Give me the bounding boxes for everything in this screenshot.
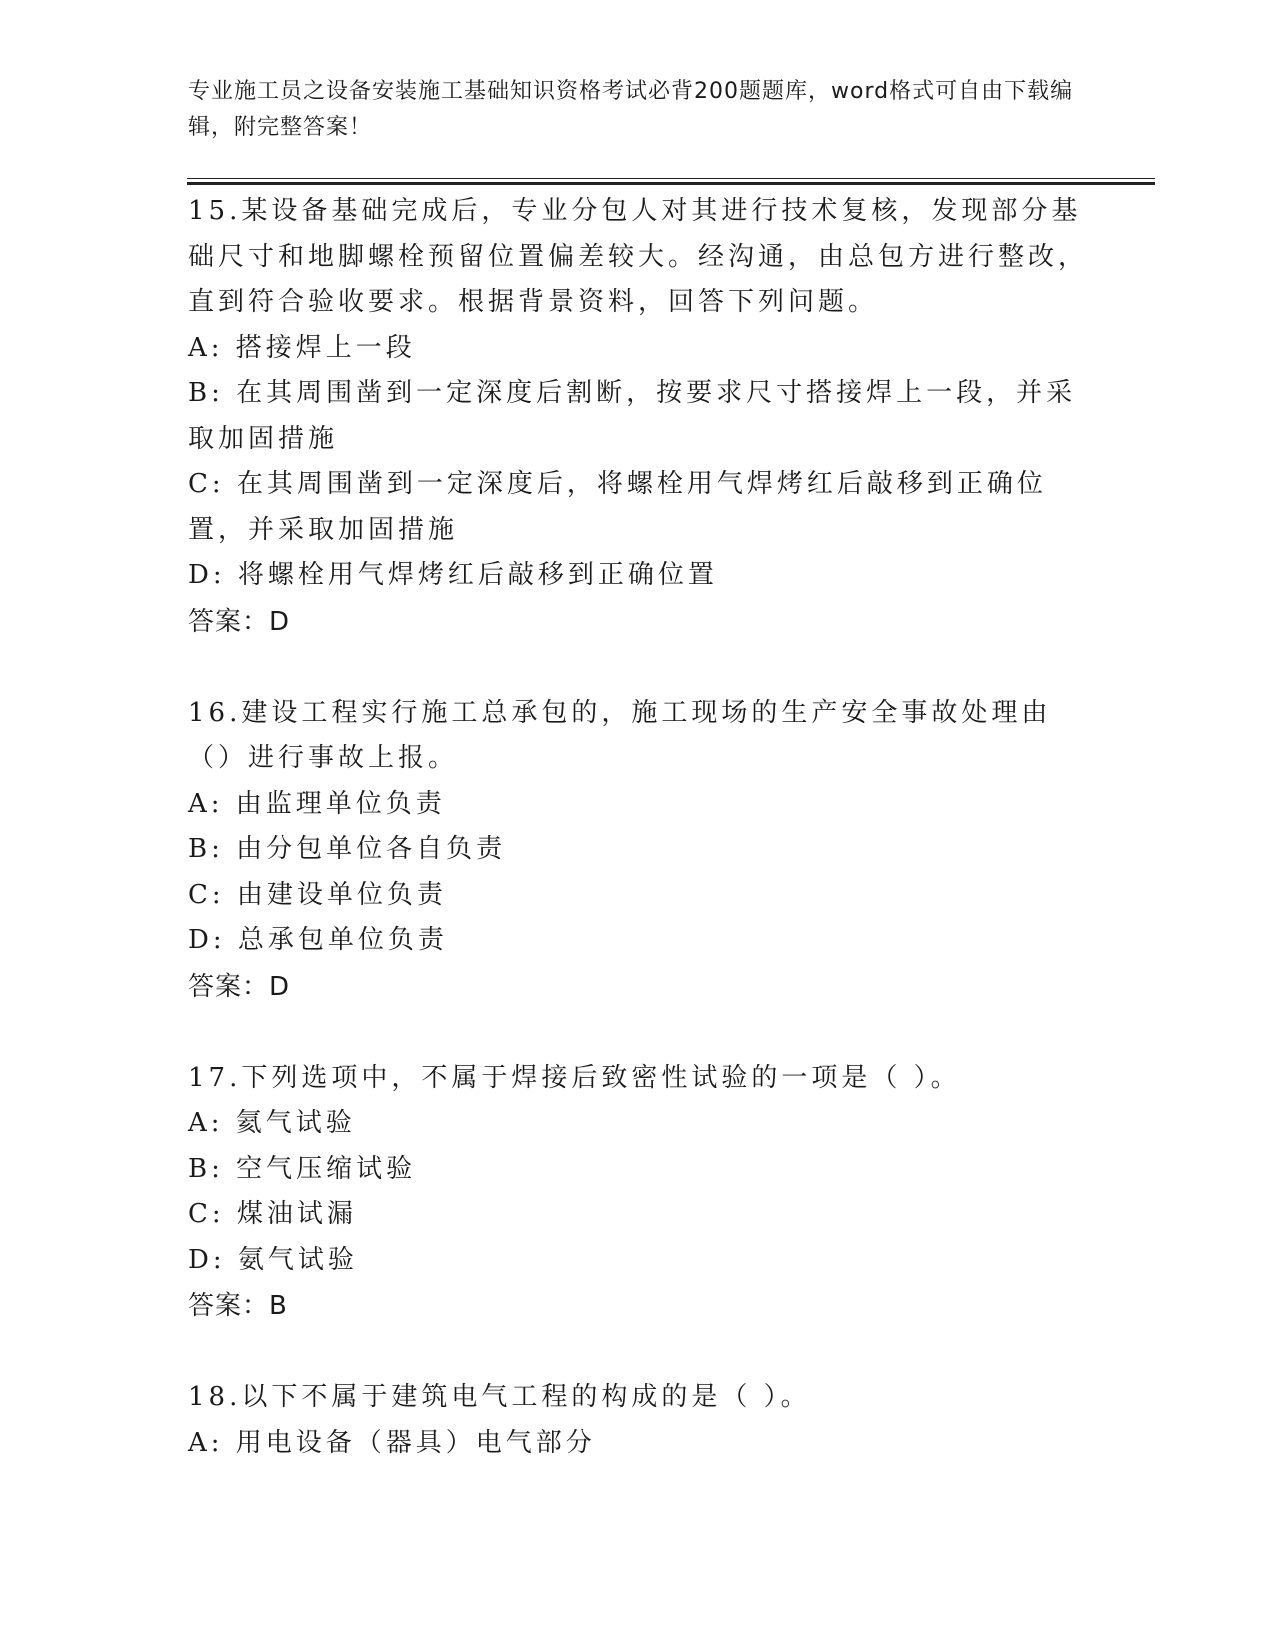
option-b: B: 在其周围凿到一定深度后割断，按要求尺寸搭接焊上一段，并采取加固措施 xyxy=(188,378,1077,454)
document-header: 专业施工员之设备安装施工基础知识资格考试必背200题题库，word格式可自由下载编辑，附完整答案！ xyxy=(188,79,1074,140)
answer: 答案：D xyxy=(188,606,291,637)
question-text: 17.下列选项中，不属于焊接后致密性试验的一项是（ ）。 xyxy=(188,1062,961,1093)
question-text: 16.建设工程实行施工总承包的，施工现场的生产安全事故处理由（）进行事故上报。 xyxy=(188,697,1052,773)
answer: 答案：B xyxy=(188,1291,288,1321)
question-list xyxy=(188,189,1088,1512)
option-d: D: 总承包单位负责 xyxy=(188,925,448,955)
question-text: 18.以下不属于建筑电气工程的构成的是（ ）。 xyxy=(188,1382,811,1412)
question-17 xyxy=(188,1056,1088,1330)
option-a: A: 搭接焊上一段 xyxy=(188,332,416,363)
option-d: D: 将螺栓用气焊烤红后敲移到正确位置 xyxy=(188,560,718,590)
option-a: A: 由监理单位负责 xyxy=(188,788,446,819)
answer: 答案：D xyxy=(188,971,291,1002)
question-18 xyxy=(188,1375,1088,1466)
option-b: B: 由分包单位各自负责 xyxy=(188,834,507,864)
question-text: 15.某设备基础完成后，专业分包人对其进行技术复核，发现部分基础尺寸和地脚螺栓预留位置偏差较大。经沟通，由总包方进行整改，直到符合验收要求。根据背景资料，回答下列问题。 xyxy=(188,196,1089,317)
option-a: A: 用电设备（器具）电气部分 xyxy=(188,1427,596,1458)
option-c: C: 煤油试漏 xyxy=(188,1199,357,1229)
option-d: D: 氨气试验 xyxy=(188,1244,358,1275)
question-15 xyxy=(188,189,1088,645)
header-divider-thin xyxy=(187,178,1155,179)
question-16 xyxy=(188,691,1088,1010)
option-c: C: 由建设单位负责 xyxy=(188,879,447,910)
header-divider-thick xyxy=(187,182,1155,185)
option-c: C: 在其周围凿到一定深度后，将螺栓用气焊烤红后敲移到正确位置，并采取加固措施 xyxy=(188,469,1047,545)
option-a: A: 氦气试验 xyxy=(188,1108,356,1138)
option-b: B: 空气压缩试验 xyxy=(188,1153,417,1184)
